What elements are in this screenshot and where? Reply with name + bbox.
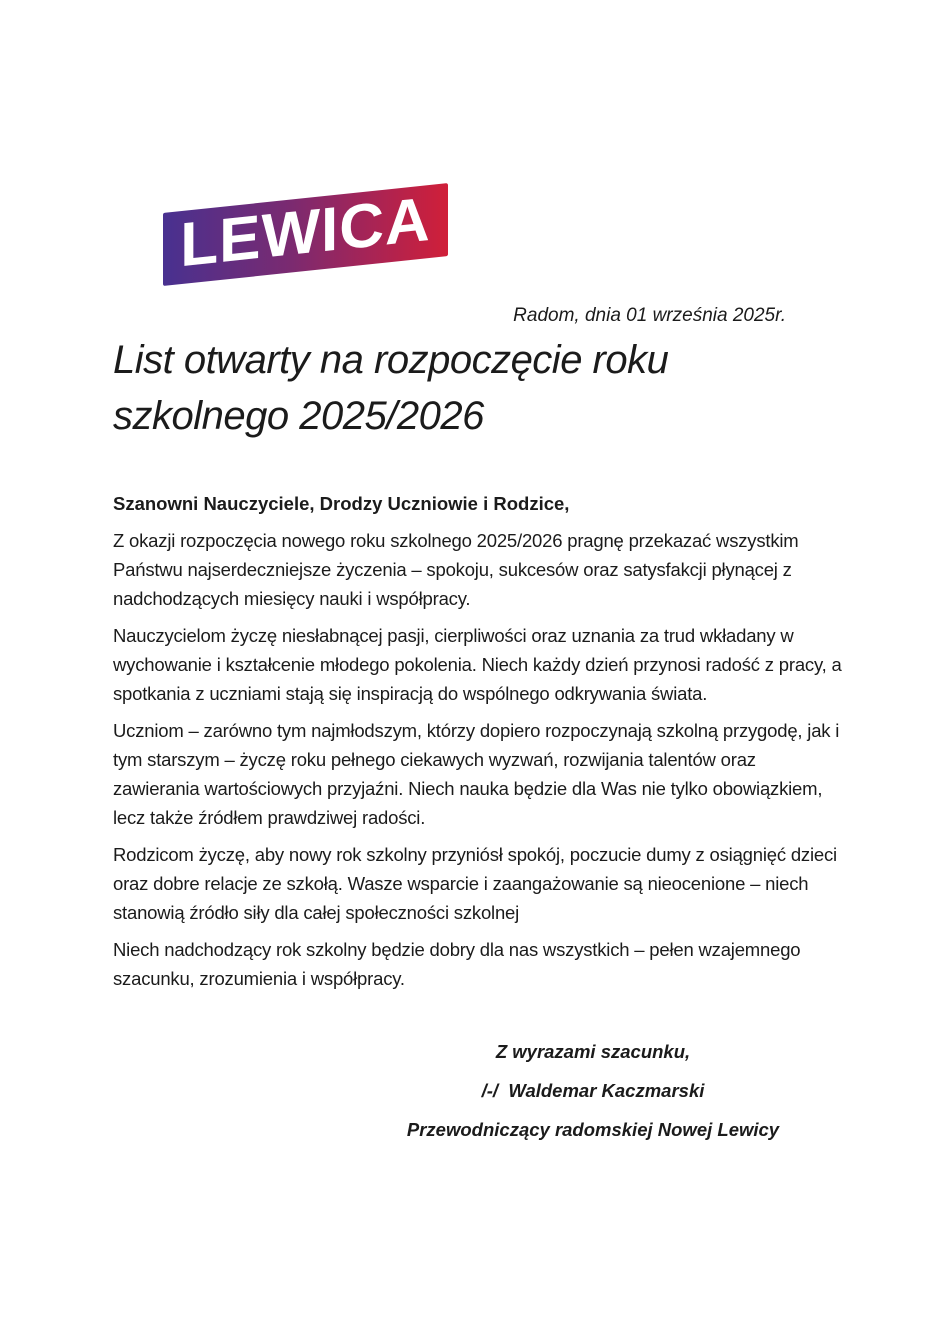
closing-salutation: Z wyrazami szacunku, xyxy=(495,1041,691,1062)
greeting-line: Szanowni Nauczyciele, Drodzy Uczniowie i Rodzice, xyxy=(113,493,570,514)
paragraph-final-wish: Niech nadchodzący rok szkolny będzie dobry dla nas wszystkich – pełen wzajemnego szacunku, zrozumienia i współpracy. xyxy=(113,939,801,989)
closing-signature: /-/ Waldemar Kaczmarski xyxy=(481,1080,705,1101)
letter-title: List otwarty na rozpoczęcie roku szkolnego 2025/2026 xyxy=(113,338,669,438)
lewica-logo-text: LEWICA xyxy=(180,184,431,280)
paragraph-parents: Rodzicom życzę, aby nowy rok szkolny przyniósł spokój, poczucie dumy z osiągnięć dzieci oraz dobre relacje ze szkołą. Wasze wsparcie i zaangażowanie są nieocenione – niech stanowią źródło siły dla całej społeczności szkolnej xyxy=(113,844,837,923)
paragraph-students: Uczniom – zarówno tym najmłodszym, którzy dopiero rozpoczynają szkolną przygodę, jak i tym starszym – życzę roku pełnego ciekawych wyzwań, rozwijania talentów oraz zawierania wartościowych przyjaźni. Niech nauka będzie dla Was nie tylko obowiązkiem, lecz także źródłem prawdziwej radości. xyxy=(113,720,840,828)
closing-block xyxy=(343,1037,843,1144)
paragraph-teachers: Nauczycielom życzę niesłabnącej pasji, cierpliwości oraz uznania za trud wkładany w wychowanie i kształcenie młodego pokolenia. Niech każdy dzień przynosi radość z pracy, a spotkania z uczniami stają się inspiracją do wspólnego odkrywania świata. xyxy=(113,625,842,704)
date-line: Radom, dnia 01 września 2025r. xyxy=(513,305,786,326)
letter-body xyxy=(113,0,843,1154)
paragraph-wishes-general: Z okazji rozpoczęcia nowego roku szkolnego 2025/2026 pragnę przekazać wszystkim Państwu najserdeczniejsze życzenia – spokoju, sukcesów oraz satysfakcji płynącej z nadchodzących miesięcy nauki i współpracy. xyxy=(113,530,799,609)
closing-role: Przewodniczący radomskiej Nowej Lewicy xyxy=(406,1119,780,1140)
